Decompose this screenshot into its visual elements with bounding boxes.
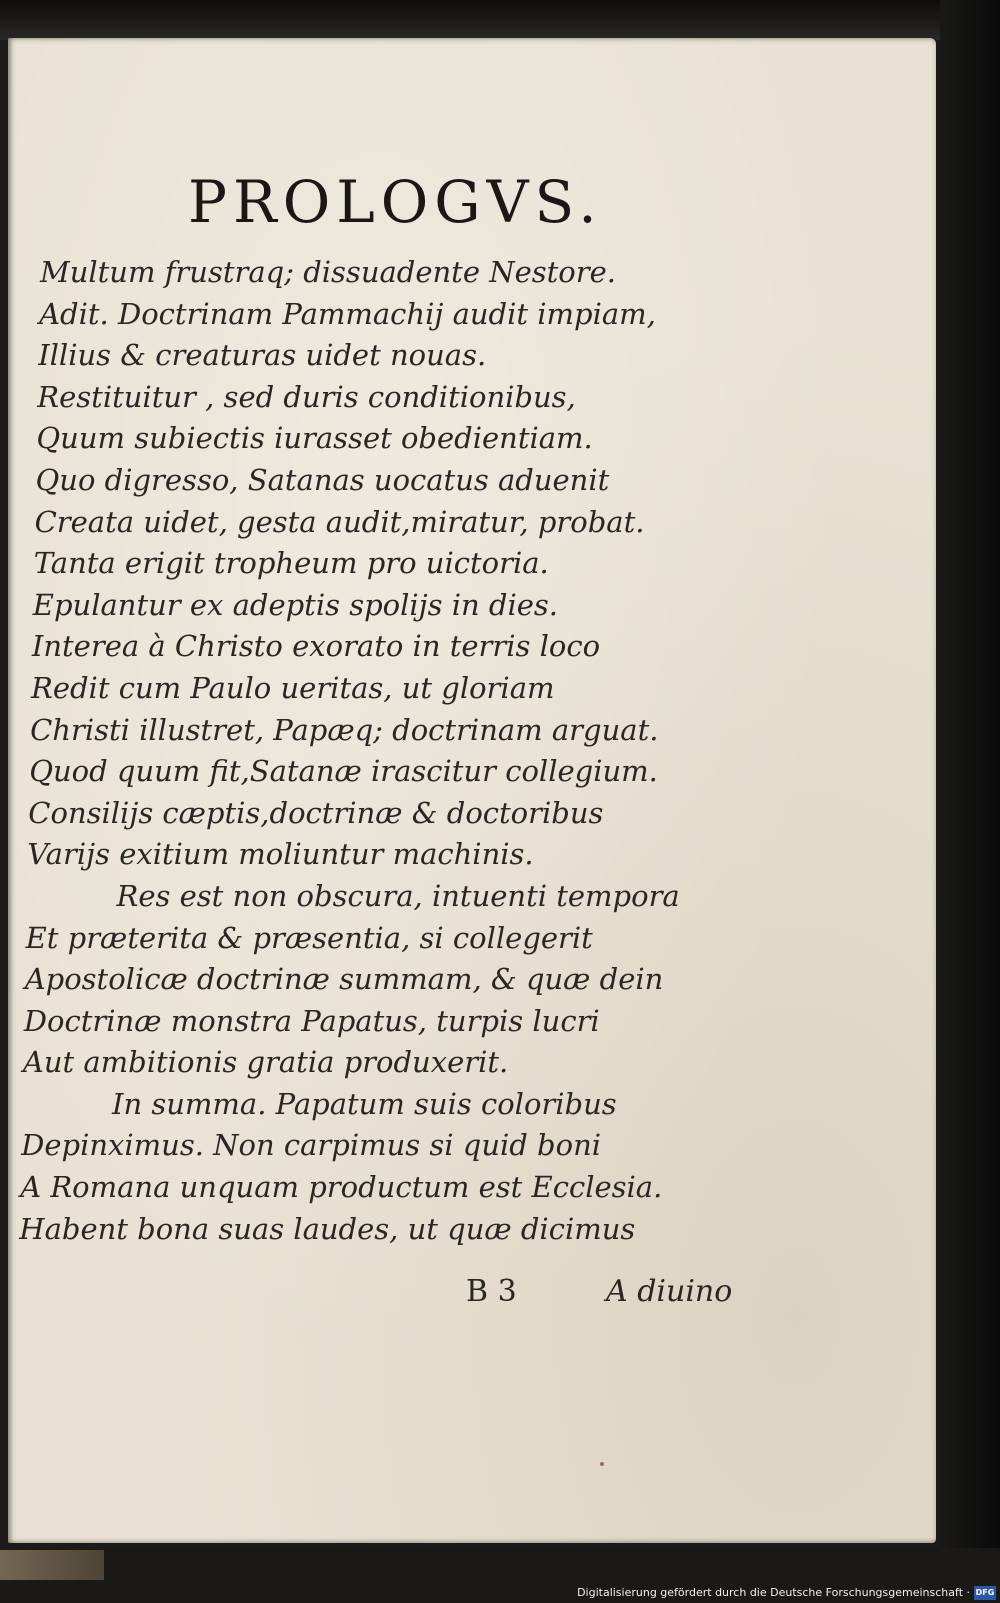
- text-line: Apostolicæ doctrinæ summam, & quæ dein: [24, 962, 664, 997]
- text-line: Redit cum Paulo ueritas, ut gloriam: [31, 670, 555, 705]
- book-page: [8, 38, 936, 1543]
- text-line: Quum subiectis iurasset obedientiam.: [36, 421, 593, 456]
- text-line: Adit. Doctrinam Pammachij audit impiam,: [39, 296, 656, 331]
- text-line: Multum frustraq; dissuadente Nestore.: [40, 255, 616, 289]
- text-line: A Romana unquam productum est Ecclesia.: [20, 1170, 663, 1205]
- text-line: Quo digresso, Satanas uocatus aduenit: [35, 462, 610, 497]
- text-line: Christi illustret, Papæq; doctrinam arguat.: [30, 712, 659, 747]
- text-line: Quod quum fit,Satanæ irascitur collegium.: [29, 754, 658, 789]
- text-line: Doctrinæ monstra Papatus, turpis lucri: [23, 1003, 600, 1038]
- text-line: Consilijs cæptis,doctrinæ & doctoribus: [28, 795, 604, 830]
- catchword: A diuino: [606, 1274, 733, 1309]
- page-edge-mark: [0, 1550, 104, 1580]
- dfg-logo: DFG: [974, 1586, 996, 1600]
- text-line: In summa. Papatum suis coloribus: [112, 1086, 617, 1121]
- text-line: Res est non obscura, intuenti tempora: [116, 878, 680, 913]
- digitization-credit: Digitalisierung gefördert durch die Deutsche Forschungsgemeinschaft ·: [577, 1586, 970, 1599]
- text-body: [8, 252, 908, 1250]
- text-line: Creata uidet, gesta audit,miratur, probat.: [34, 504, 645, 539]
- book-edge-right: [940, 0, 1000, 1603]
- page-footer: [8, 1274, 908, 1316]
- text-line: Epulantur ex adeptis spolijs in dies.: [32, 587, 559, 622]
- text-line: Et præterita & præsentia, si collegerit: [25, 920, 593, 955]
- text-line: Depinximus. Non carpimus si quid boni: [21, 1128, 602, 1163]
- signature-mark: B 3: [466, 1274, 517, 1309]
- book-spine-top: [0, 0, 1000, 40]
- text-line: Tanta erigit tropheum pro uictoria.: [33, 546, 549, 581]
- text-line: Interea à Christo exorato in terris loco: [31, 629, 601, 664]
- text-line: Restituitur , sed duris conditionibus,: [37, 379, 576, 414]
- text-line: Habent bona suas laudes, ut quæ dicimus: [19, 1211, 636, 1246]
- page-title: PROLOGVS.: [188, 168, 603, 236]
- paper-speck: [600, 1462, 604, 1466]
- text-line: Aut ambitionis gratia produxerit.: [22, 1045, 509, 1080]
- text-line: Varijs exitium moliuntur machinis.: [27, 837, 534, 872]
- text-line: Illius & creaturas uidet nouas.: [38, 338, 487, 373]
